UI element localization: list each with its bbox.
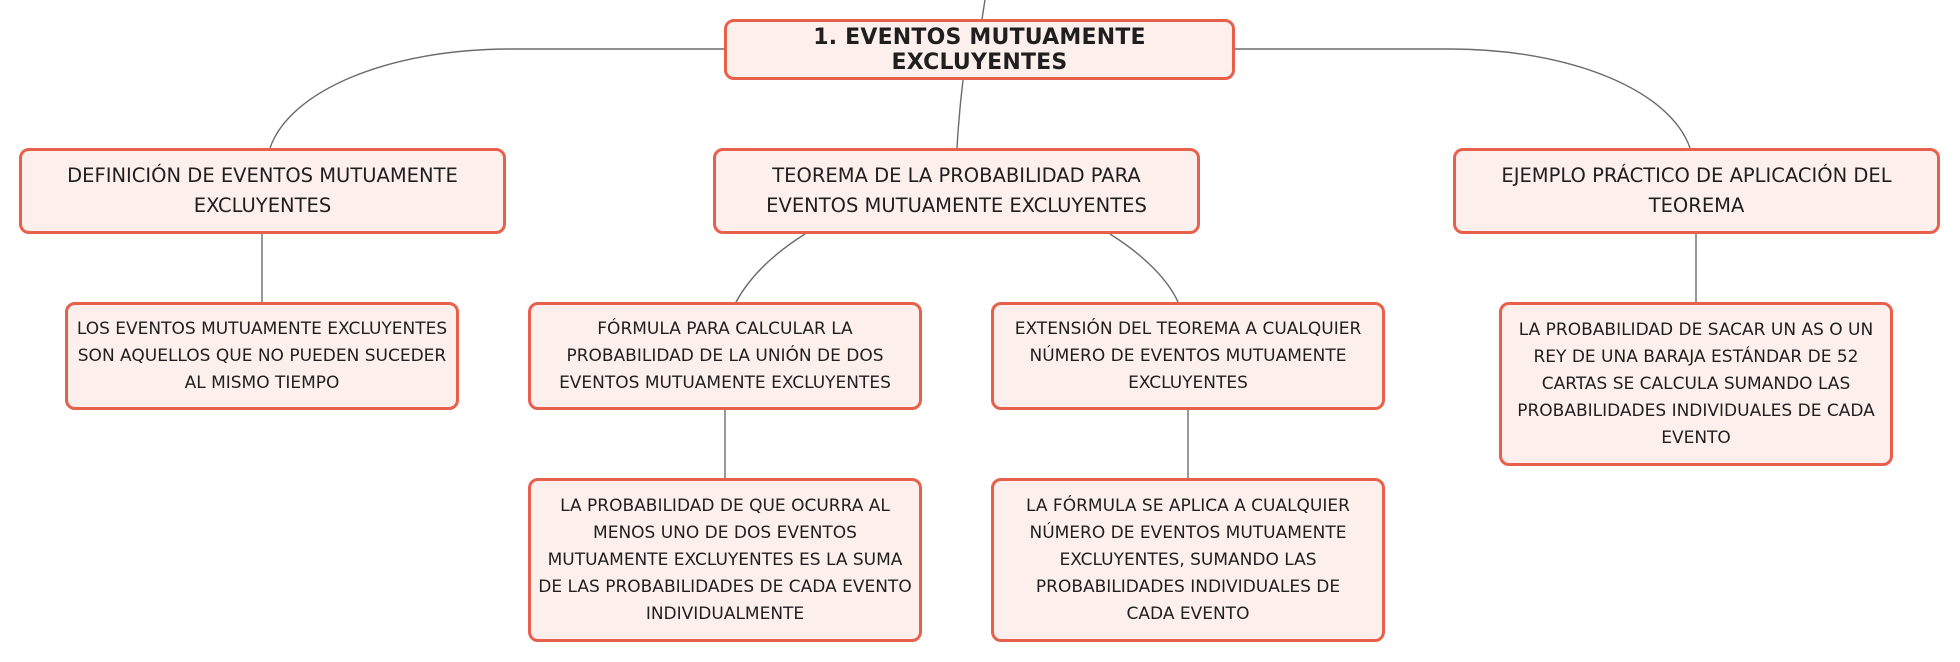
topic-example[interactable]: [1453, 148, 1940, 234]
connector-root-to-theorem: [957, 80, 963, 148]
subtopic-example-detail-label: LA PROBABILIDAD DE SACAR UN AS O UN REY DE UNA BARAJA ESTÁNDAR DE 52 CARTAS SE CALCULA SUMANDO LAS PROBABILIDADES INDIVIDUALES DE CADA EVENTO: [1517, 319, 1875, 448]
subtopic-extension-detail-label: LA FÓRMULA SE APLICA A CUALQUIER NÚMERO DE EVENTOS MUTUAMENTE EXCLUYENTES, SUMANDO LAS PROBABILIDADES INDIVIDUALES DE CADA EVENTO: [1026, 495, 1350, 624]
subtopic-extension-detail[interactable]: [991, 478, 1385, 642]
root-node[interactable]: [724, 19, 1235, 80]
topic-example-label: EJEMPLO PRÁCTICO DE APLICACIÓN DEL TEOREMA: [1501, 164, 1892, 217]
subtopic-formula-detail-label: LA PROBABILIDAD DE QUE OCURRA AL MENOS UNO DE DOS EVENTOS MUTUAMENTE EXCLUYENTES ES LA SUMA DE LAS PROBABILIDADES DE CADA EVENTO INDIVIDUALMENTE: [538, 495, 912, 624]
connector-theorem-to-extension: [1110, 234, 1178, 302]
subtopic-formula-label: FÓRMULA PARA CALCULAR LA PROBABILIDAD DE LA UNIÓN DE DOS EVENTOS MUTUAMENTE EXCLUYENTES: [559, 318, 891, 393]
topic-definition-label: DEFINICIÓN DE EVENTOS MUTUAMENTE EXCLUYENTES: [67, 164, 458, 217]
connector-theorem-to-formula: [736, 234, 805, 302]
subtopic-formula[interactable]: [528, 302, 922, 410]
subtopic-definition-detail-label: LOS EVENTOS MUTUAMENTE EXCLUYENTES SON AQUELLOS QUE NO PUEDEN SUCEDER AL MISMO TIEMPO: [76, 318, 448, 393]
connector-root-to-example: [1235, 49, 1690, 148]
root-node-label: 1. EVENTOS MUTUAMENTE EXCLUYENTES: [813, 24, 1146, 75]
subtopic-example-detail[interactable]: [1499, 302, 1893, 466]
subtopic-formula-detail[interactable]: [528, 478, 922, 642]
subtopic-definition-detail[interactable]: [65, 302, 459, 410]
topic-theorem-label: TEOREMA DE LA PROBABILIDAD PARA EVENTOS MUTUAMENTE EXCLUYENTES: [766, 164, 1147, 217]
connector-root-to-definition: [270, 49, 724, 148]
connector-parent-to-root: [982, 0, 985, 20]
subtopic-extension[interactable]: [991, 302, 1385, 410]
topic-theorem[interactable]: [713, 148, 1200, 234]
subtopic-extension-label: EXTENSIÓN DEL TEOREMA A CUALQUIER NÚMERO DE EVENTOS MUTUAMENTE EXCLUYENTES: [1014, 318, 1362, 393]
topic-definition[interactable]: [19, 148, 506, 234]
